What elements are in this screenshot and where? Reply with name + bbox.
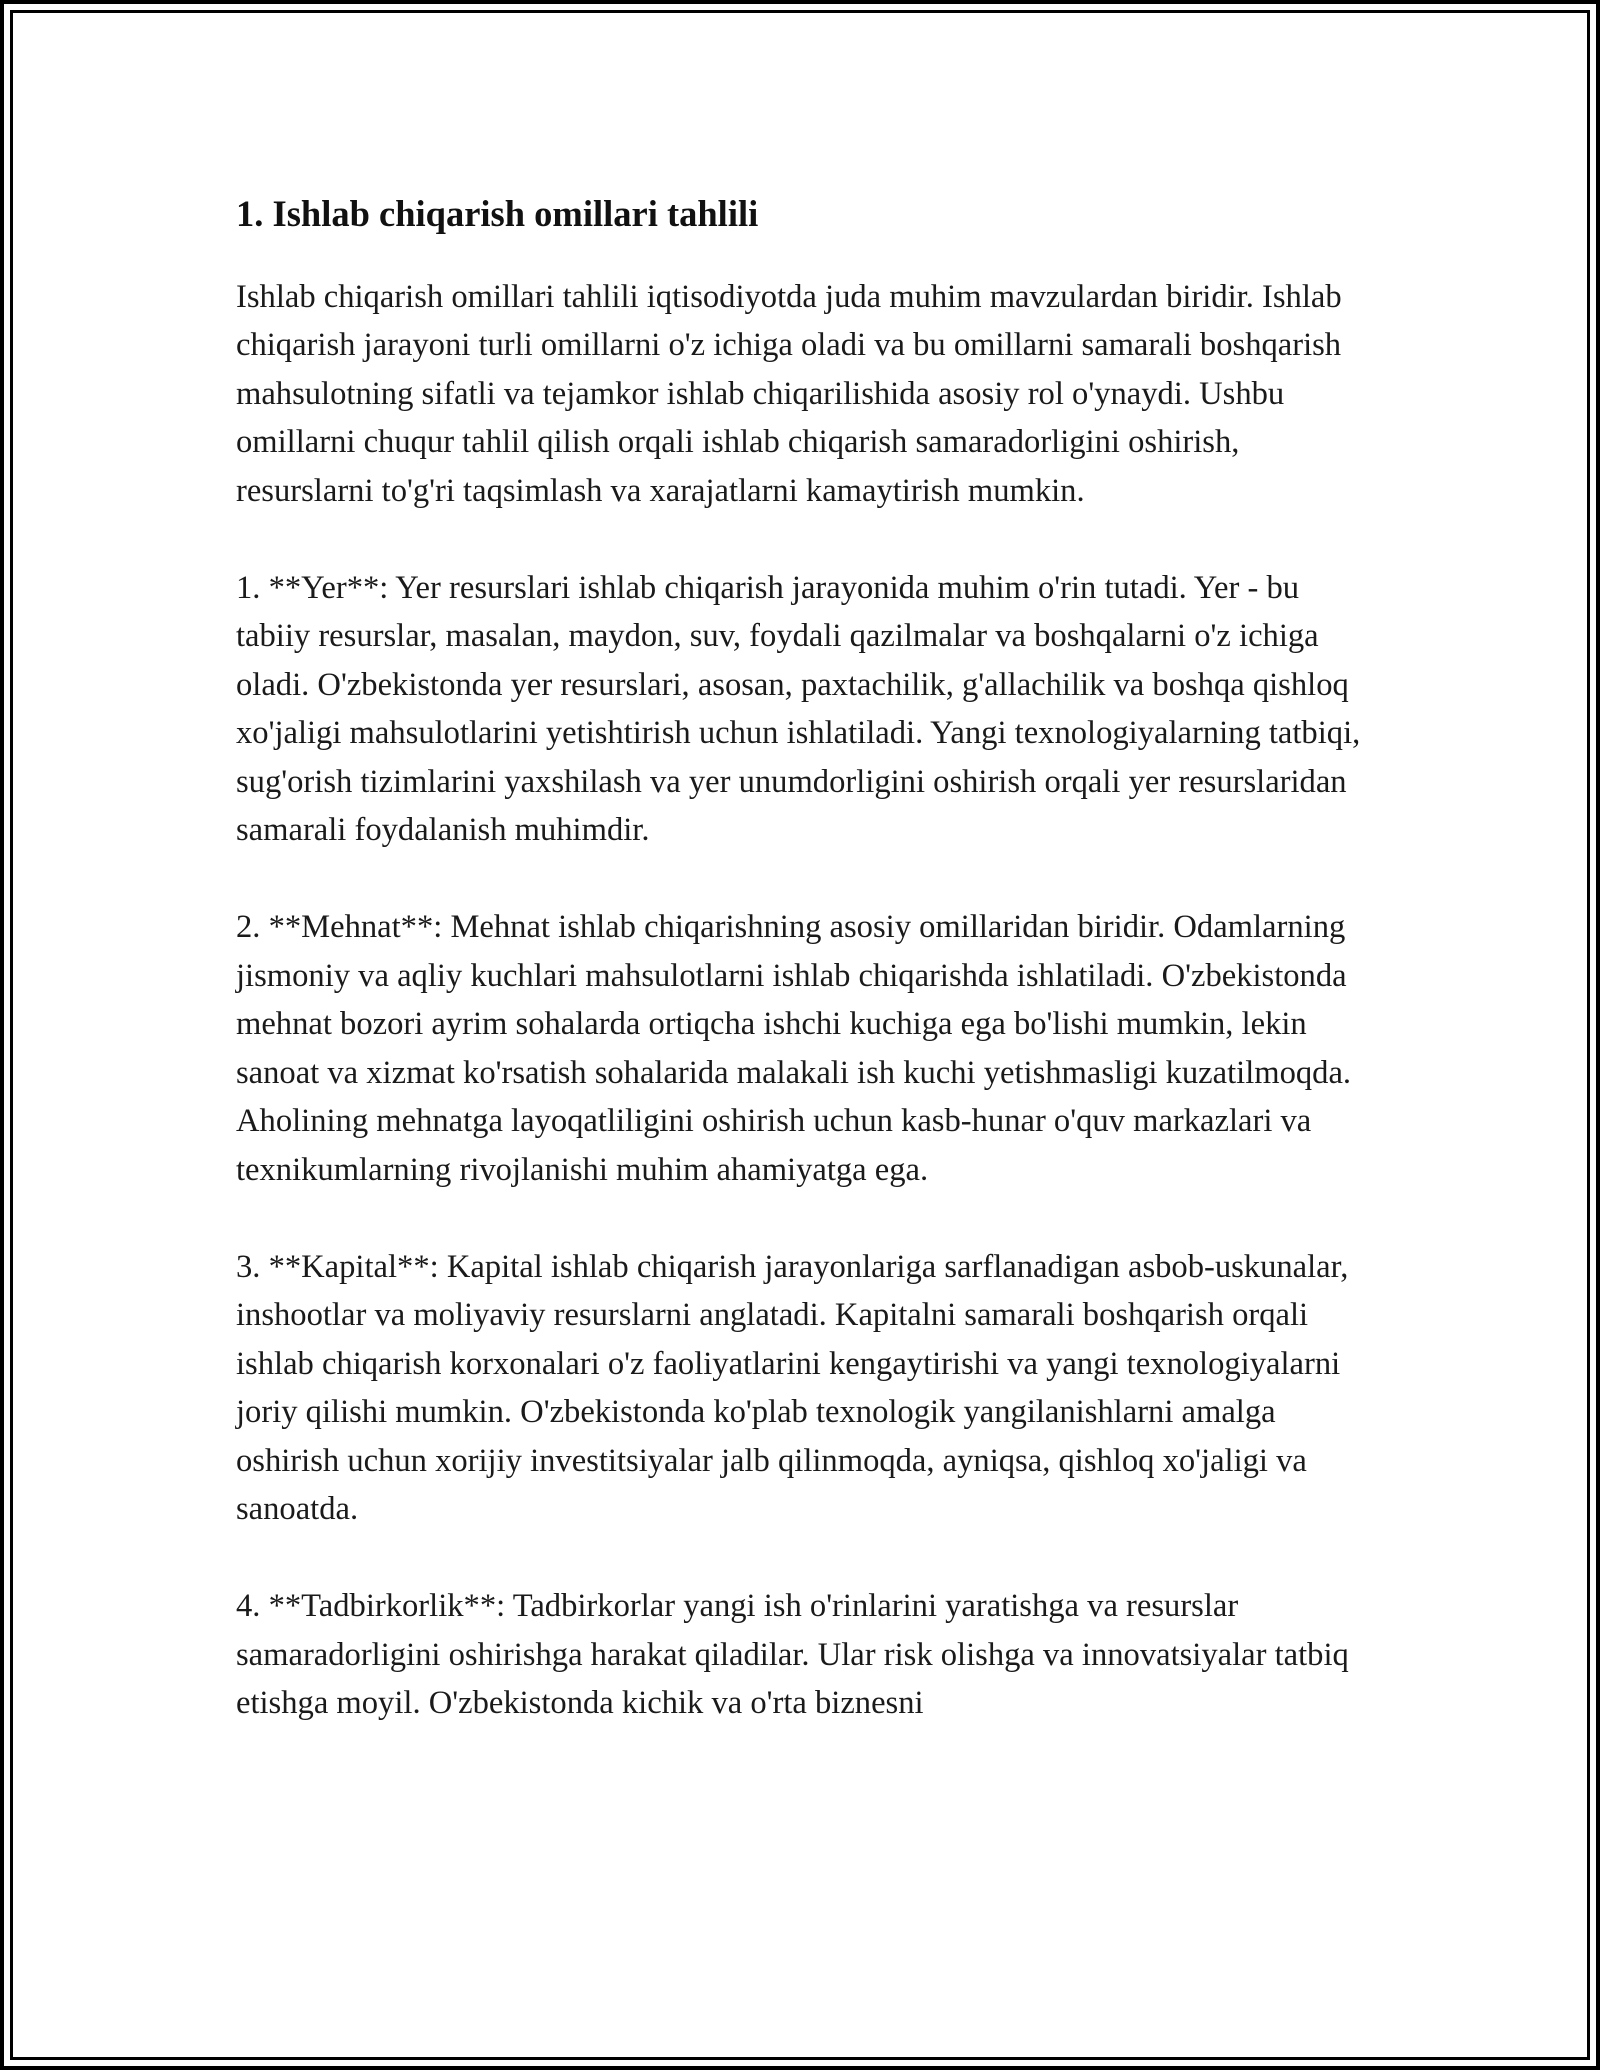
- paragraph-mehnat: 2. **Mehnat**: Mehnat ishlab chiqarishning asosiy omillaridan biridir. Odamlarning jismoniy va aqliy kuchlari mahsulotlarni ishlab chiqarishda ishlatiladi. O'zbekistonda mehnat bozori ayrim sohalarda ortiqcha ishchi kuchiga ega bo'lishi mumkin, lekin sanoat va xizmat ko'rsatish sohalarida malakali ish kuchi yetishmasligi kuzatilmoqda. Aholining mehnatga layoqatliligini oshirish uchun kasb-hunar o'quv markazlari va texnikumlarning rivojlanishi muhim ahamiyatga ega.: [236, 909, 1352, 1188]
- paragraph-tadbirkorlik: 4. **Tadbirkorlik**: Tadbirkorlar yangi ish o'rinlarini yaratishga va resurslar samaradorligini oshirishga harakat qiladilar. Ular risk olishga va innovatsiyalar tatbiq etishga moyil. O'zbekistonda kichik va o'rta biznesni: [236, 1588, 1349, 1722]
- document-body: [236, 185, 1366, 1777]
- section-heading: 1. Ishlab chiqarish omillari tahlili: [236, 193, 759, 234]
- paragraph-yer: 1. **Yer**: Yer resurslari ishlab chiqarish jarayonida muhim o'rin tutadi. Yer - bu tabiiy resurslar, masalan, maydon, suv, foydali qazilmalar va boshqalarni o'z ichiga oladi. O'zbekistonda yer resurslari, asosan, paxtachilik, g'allachilik va boshqa qishloq xo'jaligi mahsulotlarini yetishtirish uchun ishlatiladi. Yangi texnologiyalarning tatbiqi, sug'orish tizimlarini yaxshilash va yer unumdorligini oshirish orqali yer resurslaridan samarali foydalanish muhimdir.: [236, 570, 1361, 849]
- intro-paragraph: Ishlab chiqarish omillari tahlili iqtisodiyotda juda muhim mavzulardan biridir. Ishlab chiqarish jarayoni turli omillarni o'z ichiga oladi va bu omillarni samarali boshqarish mahsulotning sifatli va tejamkor ishlab chiqarilishida asosiy rol o'ynaydi. Ushbu omillarni chuqur tahlil qilish orqali ishlab chiqarish samaradorligini oshirish, resurslarni to'g'ri taqsimlash va xarajatlarni kamaytirish mumkin.: [236, 279, 1342, 509]
- paragraph-kapital: 3. **Kapital**: Kapital ishlab chiqarish jarayonlariga sarflanadigan asbob-uskunalar, inshootlar va moliyaviy resurslarni anglatadi. Kapitalni samarali boshqarish orqali ishlab chiqarish korxonalari o'z faoliyatlarini kengaytirishi va yangi texnologiyalarni joriy qilishi mumkin. O'zbekistonda ko'plab texnologik yangilanishlarni amalga oshirish uchun xorijiy investitsiyalar jalb qilinmoqda, ayniqsa, qishloq xo'jaligi va sanoatda.: [236, 1248, 1349, 1527]
